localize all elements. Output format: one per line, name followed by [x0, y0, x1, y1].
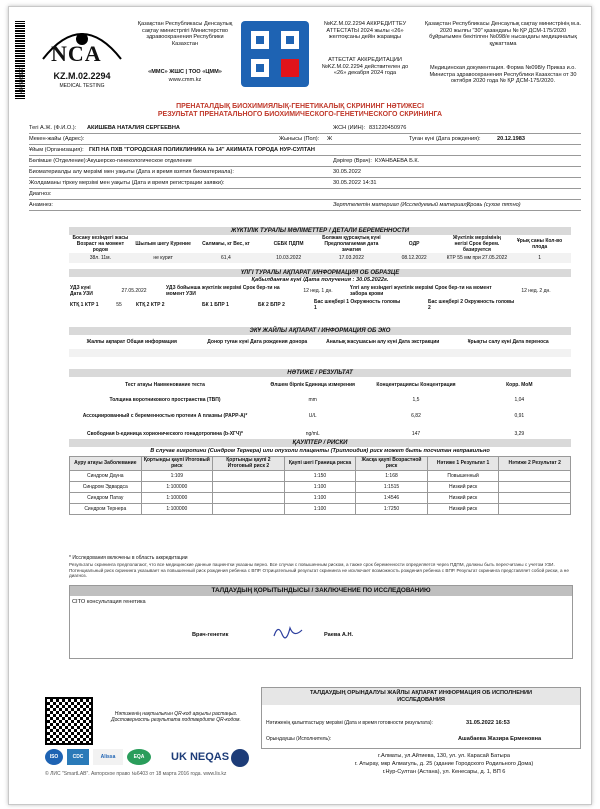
material-value: Кровь (сухое пятно)	[467, 202, 521, 208]
risks-section	[69, 439, 571, 515]
sample-section	[69, 269, 571, 312]
eko-col: Ұрықты салу күні Дата переноса	[467, 339, 549, 345]
risk-limit: 1:100	[284, 503, 356, 514]
executor-label: Орындаушы (Исполнитель):	[266, 736, 332, 742]
risks-col: Қортынды қаупі 2 Итоговый риск 2	[213, 456, 285, 470]
eko-header-row	[69, 335, 571, 349]
test-mom: 3,29	[514, 431, 525, 437]
sample-term-label: Үлгі алу кезіндегі жүктілік мерзімі Срок бер-ти на момент забора крови	[350, 284, 492, 297]
clinic-url: www.cmm.kz	[168, 77, 202, 83]
biomaterial-label: Биоматериалды алу мерзімі мен уақыты (Дата и время взятия биоматериала):	[29, 169, 234, 175]
address-1: г.Алматы, ул.Айтиева, 130, ул. ул. Карасай Батыра	[378, 753, 510, 759]
license-text: © ЛИС "SmartLAB". Авторское право №6403 от 18 марта 2016 года. www.lis.kz	[45, 771, 227, 777]
risks-col: Ауру атауы Заболевание	[70, 456, 142, 470]
completion-box	[261, 687, 581, 749]
risk-res2	[499, 503, 571, 514]
pregnancy-header: ЖҮКТІЛІК ТУРАЛЫ МӘЛІМЕТТЕР / ДЕТАЛИ БЕРЕМЕННОСТИ	[69, 227, 571, 235]
test-mom: 0,91	[514, 413, 525, 419]
risks-disclaimer: Результаты скрининга предполагают, что все медицинские данные пациентки указаны верно. Все случаи с повышенным риском, а также срок беременности определяется через ПДПМ, должны быть пересчитаны с учетом УЗИ. Потенциальный риск скрининга указывает на повышенный риск рождения ребенка с ВПР. Отрицательный результат скрининга не исключает возможность рождения ребенка с ВПР. Результат скрининга представляет собой риски, а не диагноз.	[69, 562, 569, 579]
accreditation-icon	[241, 21, 309, 87]
risk-age: 1:168	[356, 470, 428, 481]
risk-limit: 1:100	[284, 481, 356, 492]
eko-col: Донор туған күні Дата рождения донора	[207, 339, 308, 345]
accreditation-ru: АТТЕСТАТ АККРЕДИТАЦИИ №KZ.M.02.2294 действителен до «26» декабря 2024 года	[321, 57, 409, 77]
pregnancy-col: Салмағы, кг Вес, кг	[202, 241, 250, 247]
risks-table	[69, 456, 571, 515]
completion-header: ТАЛДАУДЫҢ ОРЫНДАЛУЫ ЖАЙЛЫ АҚПАРАТ ИНФОРМАЦИЯ ОБ ИСПОЛНЕНИИ ИССЛЕДОВАНИЯ	[262, 688, 580, 705]
address-3: г.Нур-Султан (Астана), ул. Кенесары, д. 1, ВП 6	[382, 769, 506, 775]
sample-table	[69, 284, 571, 298]
results-header-row	[69, 377, 571, 393]
ministry-text: Қазақстан Республикасы Денсаулық сақтау министрлігі Министерство здравоохранения Республики Казахстан	[137, 21, 233, 47]
uzi-term-value: 12 нед. 1 дн.	[303, 287, 333, 294]
sample-row-2	[69, 298, 571, 312]
org-label: Ұйым (Организация):	[29, 147, 84, 153]
interpretation-section	[69, 585, 573, 659]
risk-age: 1:1515	[356, 481, 428, 492]
bpr2-label: БК 2 БПР 2	[258, 301, 285, 308]
head2-label: Бас шеңбері 2 Окружность головы 2	[428, 298, 515, 311]
sample-term-value: 12 нед. 2 дн.	[521, 287, 551, 294]
results-col: Тест атауы Наименование теста	[125, 382, 205, 388]
pregnancy-cell: 38л. 11м.	[89, 255, 112, 261]
eqa-badge-icon: EQA	[127, 749, 151, 765]
risk-r1: 1:100000	[141, 492, 213, 503]
risk-r2	[213, 492, 285, 503]
eko-header: ЭКҰ ЖАЙЛЫ АҚПАРАТ / ИНФОРМАЦИЯ ОБ ЭКО	[69, 327, 571, 335]
risk-r2	[213, 481, 285, 492]
patient-row-diagnosis	[29, 189, 581, 200]
diagnosis-label: Диагноз:	[29, 191, 52, 197]
test-unit: U/L	[308, 413, 317, 419]
geneticist-label: Врач-генетик	[192, 632, 229, 638]
results-col: Өлшем бірлік Единица измерения	[270, 382, 355, 388]
pregnancy-col: Босану кезіндегі жасы Возраст на момент родов	[72, 235, 129, 253]
patient-info	[29, 123, 581, 211]
table-row	[70, 492, 571, 503]
pregnancy-cell: КТР 55 мм при 27.05.2022	[446, 255, 508, 261]
reg-number: KZ.M.02.2294	[53, 71, 111, 81]
test-name: Толщина воротникового пространства (ТВП)	[109, 397, 221, 403]
dob-label: Туған күні (Дата рождения):	[409, 136, 481, 142]
risk-r2	[213, 503, 285, 514]
cdc-badge-icon: CDC	[67, 749, 89, 765]
eko-col: Жалпы ақпарат Общая информация	[86, 339, 177, 345]
registration-label: Жолдаманы тіркеу мерзімі мен уақыты (Дата и время регистрации заявки):	[29, 180, 225, 186]
fio-label: Тегі А.Ж. (Ф.И.О.):	[29, 125, 77, 131]
title-kz: ПРЕНАТАЛДЫҚ БИОХИМИЯЛЫҚ-ГЕНЕТИКАЛЫҚ СКРИНИНГ НӘТИЖЕСІ	[176, 103, 424, 110]
risk-disease: Синдром Дауна	[70, 470, 142, 481]
sex-label: Жынысы (Пол):	[279, 136, 320, 142]
risks-col: Қаупі шегі Граница риска	[284, 456, 356, 470]
pregnancy-col: СЕБК ПДПМ	[273, 241, 304, 247]
dept-value: Акушерско-гинекологическое отделение	[87, 158, 192, 164]
risks-col: Нәтиже 1 Результат 1	[427, 456, 499, 470]
executor-value: Ашабаева Жазира Ерменовна	[458, 736, 542, 742]
test-name: Ассоциированный с беременностью протеин А плазмы (PAPP-A)*	[82, 413, 248, 419]
risk-res2	[499, 492, 571, 503]
pregnancy-table	[69, 235, 571, 263]
iin-label: ЖСН (ИИН):	[333, 125, 366, 131]
doctor-label: Дәрігер (Врач):	[333, 158, 372, 164]
title-ru: РЕЗУЛЬТАТ ПРЕНАТАЛЬНОГО БИОХИМИЧЕСКОГО-ГЕНЕТИЧЕСКОГО СКРИНИНГА	[157, 111, 443, 118]
risks-header-row	[70, 456, 571, 470]
eko-col: Аналық жасушасын алу күні Дата экстракции	[326, 339, 440, 345]
table-row	[69, 393, 571, 407]
risk-disease: Синдром Эдвардса	[70, 481, 142, 492]
anamnesis-label: Анамнез:	[29, 202, 53, 208]
risk-age: 1:7250	[356, 503, 428, 514]
risk-r1: 1:100000	[141, 503, 213, 514]
registration-value: 30.05.2022 14:31	[333, 180, 377, 186]
test-conc: 1,5	[412, 397, 420, 403]
sample-row-1	[69, 284, 571, 298]
alissa-badge-icon: Alissa	[93, 749, 123, 765]
pregnancy-col: Шылым шегу Курение	[135, 241, 191, 247]
biomaterial-value: 30.05.2022	[333, 169, 361, 175]
risk-res2	[499, 470, 571, 481]
interpretation-text: CITO консультация генетика	[72, 599, 146, 605]
nca-logo	[33, 19, 131, 99]
completion-date-label: Нәтиженің қалыптастыру мерзімі (Дата и время готовности результата):	[266, 720, 433, 726]
test-conc: 147	[411, 431, 421, 437]
table-row	[70, 470, 571, 481]
results-table	[69, 377, 571, 443]
results-col: Концентрациясы Концентрация	[376, 382, 456, 388]
test-name: Свободная b-единица хорионического гонадотропина (b-ХГЧ)*	[86, 431, 243, 437]
sample-received: Қабылданған күні /Дата получения : 30.05.2022г.	[251, 277, 389, 283]
accreditation-kz: №KZ.M.02.2294 АККРЕДИТТЕУ АТТЕСТАТЫ 2024 жылы «26» желтоқсаны дейін жарамды	[323, 21, 407, 41]
patient-row-biomaterial	[29, 167, 581, 178]
order-ru: Медицинская документация. Форма №098/у Приказ и.о. Министра здравоохранения Республики Казахстан от 30 октября 2020 года № ҚР ДСМ-175/2020.	[429, 65, 577, 85]
eko-table	[69, 335, 571, 357]
signature-icon	[270, 622, 306, 642]
risk-limit: 1:100	[284, 492, 356, 503]
risks-col: Нәтиже 2 Результат 2	[499, 456, 571, 470]
risk-res1: Низкий риск	[427, 481, 499, 492]
partner-icon	[231, 749, 249, 767]
risk-limit: 1:150	[284, 470, 356, 481]
pregnancy-col: Ұрық саны Кол-во плода	[517, 238, 563, 250]
risk-res2	[499, 481, 571, 492]
patient-row-dept	[29, 156, 581, 167]
results-header: НӘТИЖЕ / РЕЗУЛЬТАТ	[69, 369, 571, 377]
test-conc: 6,82	[411, 413, 421, 419]
eko-section	[69, 327, 571, 357]
cert-badges	[45, 749, 165, 767]
dept-label: Бөлімше (Отделение):	[29, 158, 88, 164]
patient-row-anamnesis	[29, 200, 581, 211]
document-sheet	[8, 6, 592, 805]
org-value: ГКП НА ПХВ "ГОРОДСКАЯ ПОЛИКЛИНИКА № 14" АКИМАТА ГОРОДА НУР-СУЛТАН	[89, 147, 315, 153]
pregnancy-col: ОДР	[408, 241, 420, 247]
order-kz: Қазақстан Республикасы Денсаулық сақтау министрінің м.а. 2020 жылғы "30" қазандағы № ҚР ДСМ-175/2020 бұйрығымен бекітілген №098/е нысандағы медициналық құжаттама	[424, 21, 582, 47]
pregnancy-cell: 10.03.2022	[276, 255, 302, 261]
table-row	[70, 503, 571, 514]
material-label: Зерттелетін материал (Исследуемый материал):	[333, 202, 471, 208]
qr-note: Нәтиженің нақтылығын QR-код арқылы растаңыз. Достоверность результата подтвердите QR-кодом.	[111, 711, 241, 723]
verification-qr-code[interactable]	[45, 697, 93, 745]
barcode-number: 4865088297	[19, 65, 25, 93]
table-row	[70, 481, 571, 492]
medical-testing: MEDICAL TESTING	[59, 83, 105, 89]
risks-col: Қортынды қаупі Итоговый риск	[141, 456, 213, 470]
pregnancy-value-row	[69, 253, 571, 263]
doctor-value: КУАНБАЕВА Б.К.	[375, 158, 420, 164]
patient-row-registration	[29, 178, 581, 189]
results-section	[69, 369, 571, 443]
sample-header: ҮЛГІ ТУРАЛЫ АҚПАРАТ /ИНФОРМАЦИЯ ОБ ОБРАЗЦЕ	[69, 269, 571, 277]
risk-disease: Синдром Тернера	[70, 503, 142, 514]
patient-row-fio	[29, 123, 581, 134]
uzi-term-label: УДЗ бойынша жүктілік мерзімі Срок бер-ти на момент УЗИ	[166, 284, 280, 297]
pregnancy-col: Жүктілік мерзімінің негізі Срок берем. базируется	[452, 235, 501, 253]
eko-value-row	[69, 349, 571, 357]
sample-table-2	[69, 298, 571, 312]
pregnancy-cell: не курит	[153, 255, 173, 261]
logo-text: NCA	[51, 41, 102, 66]
iso-badge-icon: ISO	[45, 749, 63, 765]
risks-col: Жасқа қаупі Возрастной риск	[356, 456, 428, 470]
partner-logo: UK NEQAS	[171, 751, 230, 763]
patient-row-org	[29, 145, 581, 156]
table-row	[69, 407, 571, 425]
test-unit: ng/mL	[305, 431, 320, 437]
pregnancy-cell: 1	[538, 255, 542, 261]
pregnancy-cell: 08.12.2022	[401, 255, 427, 261]
ktr1-value: 55	[116, 301, 122, 308]
pregnancy-header-row	[69, 235, 571, 253]
uzi-date-label: УДЗ күні Дата УЗИ	[70, 284, 93, 297]
risk-res1: Низкий риск	[427, 503, 499, 514]
risks-footnote: * Исследования включены в область аккредитации	[69, 555, 188, 561]
completion-date-value: 31.05.2022 16:53	[466, 720, 510, 726]
ktr2-label: КТҚ 2 КТР 2	[136, 301, 165, 308]
risk-disease: Синдром Патау	[70, 492, 142, 503]
risks-subheader: В случае гигропини (Синдром Тернера) или опухоли плаценты (Триплоидия) риск может быть посчитан неправильно	[150, 448, 490, 454]
risk-r1: 1:109	[141, 470, 213, 481]
risk-r1: 1:100000	[141, 481, 213, 492]
dob-value: 20.12.1983	[497, 136, 525, 142]
clinic-name: «ММС» ЖШС | ТОО «ЦММ»	[148, 69, 222, 75]
results-col: Корр. МоМ	[506, 382, 533, 388]
risks-header: ҚАУІПТЕР / РИСКИ	[69, 439, 571, 447]
address-2: г. Атырау, мкр Алмагуль, д. 25 (здание Городского Родильного Дома)	[354, 761, 534, 767]
risk-r2	[213, 470, 285, 481]
risk-age: 1:4546	[356, 492, 428, 503]
head1-label: Бас шеңбері 1 Окружность головы 1	[314, 298, 401, 311]
bpr1-label: БК 1 БПР 1	[202, 301, 229, 308]
ktr1-label: КТҚ 1 КТР 1	[70, 301, 99, 308]
test-mom: 1,04	[514, 397, 525, 403]
interpretation-header: ТАЛДАУДЫҢ ҚОРЫТЫНДЫСЫ / ЗАКЛЮЧЕНИЕ ПО ИССЛЕДОВАНИЮ	[70, 586, 572, 596]
risk-res1: Повышенный	[427, 470, 499, 481]
geneticist-name: Раева А.Н.	[324, 632, 354, 638]
pregnancy-section	[69, 227, 571, 263]
uzi-date-value: 27.05.2022	[121, 287, 147, 294]
accreditation-logo	[241, 21, 309, 87]
pregnancy-cell: 17.03.2022	[338, 255, 364, 261]
patient-row-address	[29, 134, 581, 145]
pregnancy-col: Болжам құрсақтың күні Предполагаемая дата зачатия	[322, 235, 381, 253]
sex-value: Ж	[327, 136, 333, 142]
iin-value: 831220450976	[369, 125, 407, 131]
test-unit: mm	[308, 397, 317, 403]
address-label: Мекен-жайы (Адрес):	[29, 136, 85, 142]
risk-res1: Низкий риск	[427, 492, 499, 503]
pregnancy-cell: 61,4	[221, 255, 231, 261]
fio-value: АКИШЕВА НАТАЛИЯ СЕРГЕЕВНА	[87, 125, 180, 131]
